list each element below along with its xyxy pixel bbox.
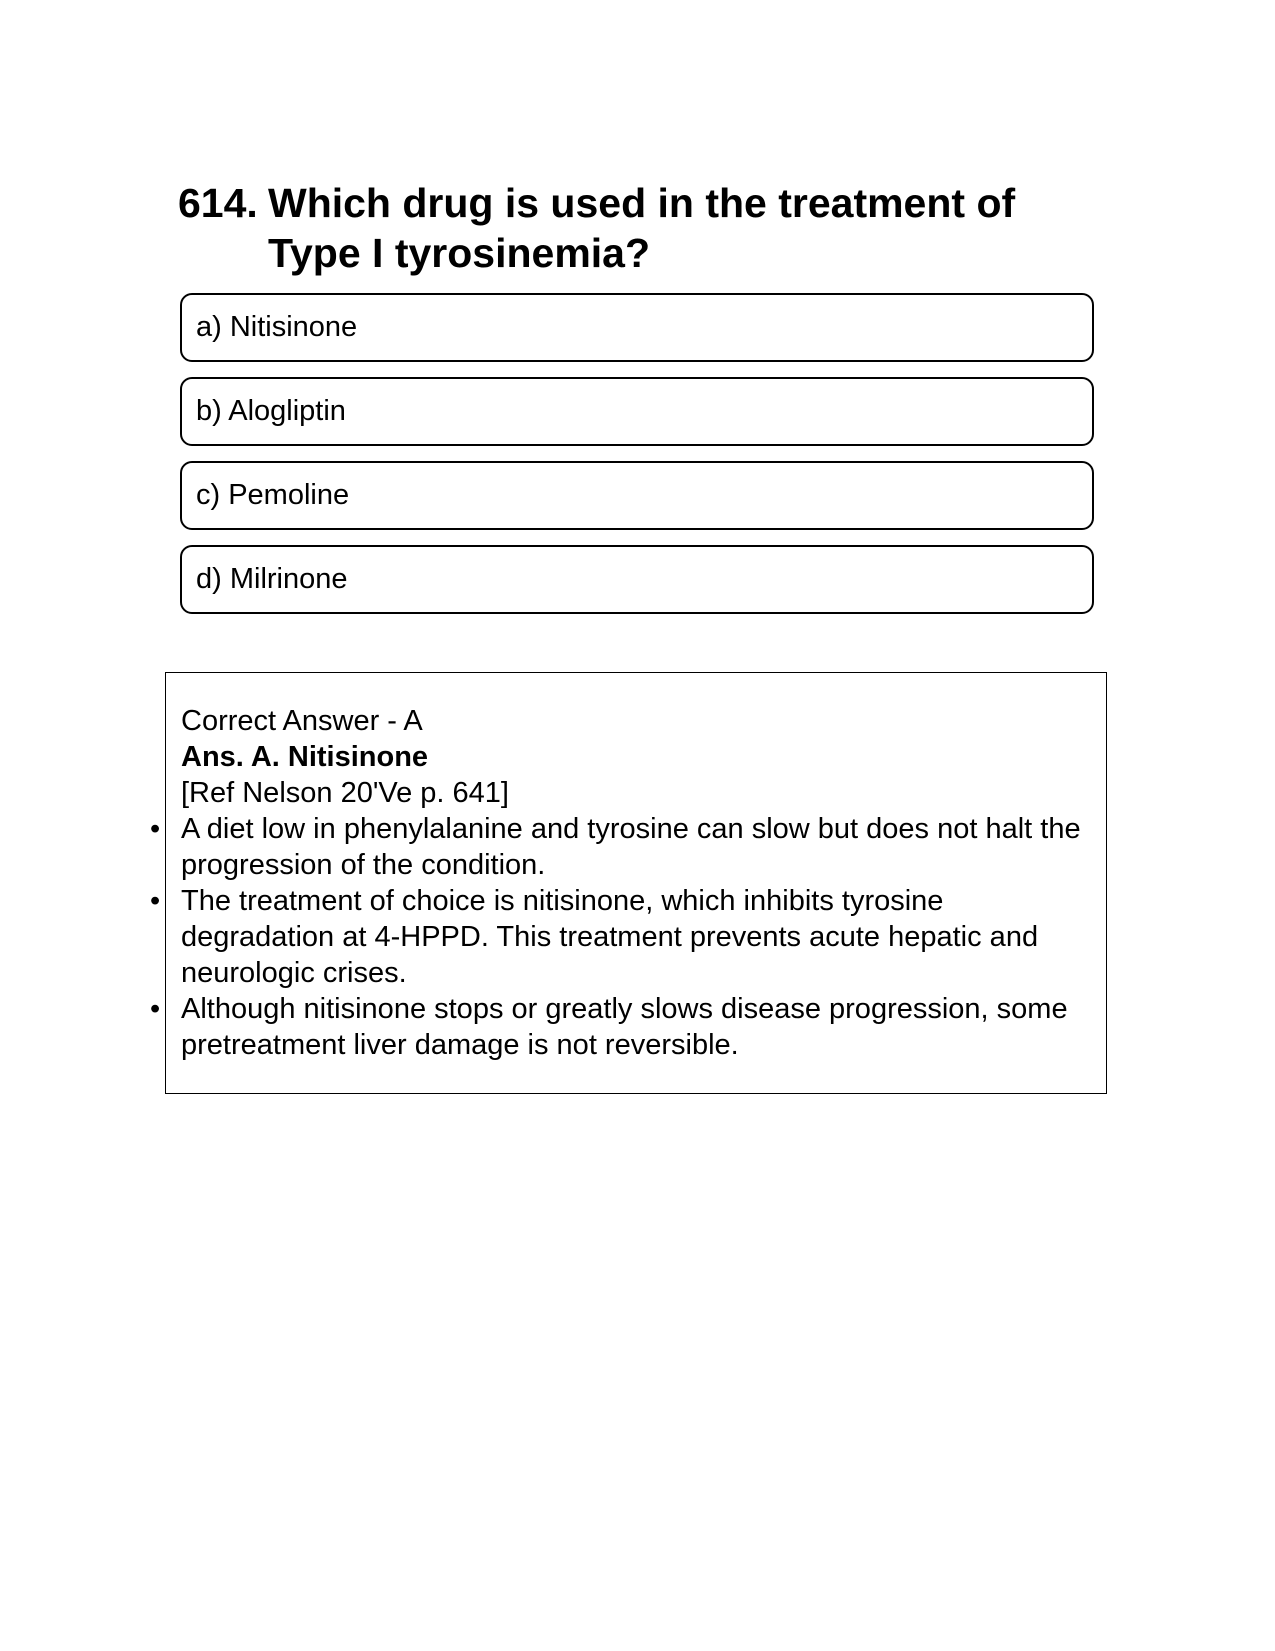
bullet-text: Although nitisinone stops or greatly slows disease progression, some pretreatment liver damage is not reversible. xyxy=(181,993,1068,1061)
option-c[interactable] xyxy=(180,461,1094,530)
bullet-item xyxy=(150,991,1092,1063)
bullet-dot-icon: • xyxy=(150,885,161,917)
option-a-label: a) Nitisinone xyxy=(196,311,358,343)
question-heading xyxy=(178,178,1078,278)
options-list xyxy=(180,293,1094,629)
answer-explanation-box xyxy=(150,672,1107,1094)
bullet-item xyxy=(150,811,1092,883)
correct-answer-line: Correct Answer - A xyxy=(181,705,423,737)
option-a[interactable] xyxy=(180,293,1094,362)
bullet-dot-icon: • xyxy=(150,813,161,845)
bullet-dot-icon: • xyxy=(150,993,161,1025)
option-c-label: c) Pemoline xyxy=(196,479,350,511)
answer-reference: [Ref Nelson 20'Ve p. 641] xyxy=(181,777,509,809)
bullet-item xyxy=(150,883,1092,991)
option-d-label: d) Milrinone xyxy=(196,563,348,595)
explanation-bullets xyxy=(150,811,1092,1063)
bullet-text: The treatment of choice is nitisinone, which inhibits tyrosine degradation at 4-HPPD. This treatment prevents acute hepatic and neurologic crises. xyxy=(181,885,1039,989)
question-number: 614. xyxy=(178,180,258,226)
bullet-text: A diet low in phenylalanine and tyrosine can slow but does not halt the progression of the condition. xyxy=(181,813,1081,881)
option-d[interactable] xyxy=(180,545,1094,614)
answer-title: Ans. A. Nitisinone xyxy=(181,741,429,773)
option-b[interactable] xyxy=(180,377,1094,446)
question-text: Which drug is used in the treatment of Type I tyrosinemia? xyxy=(268,180,1016,276)
option-b-label: b) Alogliptin xyxy=(196,395,346,427)
